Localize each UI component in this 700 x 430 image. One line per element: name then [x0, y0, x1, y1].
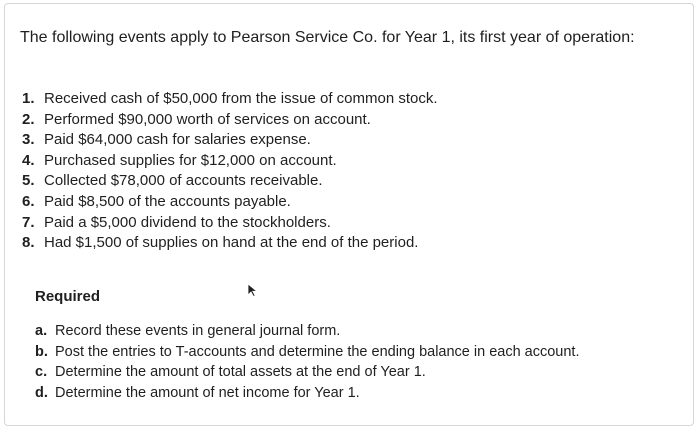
- event-item: [22, 233, 438, 254]
- requirement-text: Post the entries to T-accounts and determine the ending balance in each account.: [55, 343, 580, 360]
- event-number: 4.: [22, 151, 35, 169]
- event-text: Paid a $5,000 dividend to the stockholders.: [44, 213, 331, 231]
- event-number: 2.: [22, 110, 35, 128]
- event-number: 1.: [22, 90, 35, 107]
- requirement-item: [35, 342, 580, 363]
- requirement-text: Determine the amount of net income for Year 1.: [55, 384, 360, 401]
- requirement-letter: c.: [35, 364, 48, 381]
- requirement-letter: b.: [35, 343, 48, 360]
- event-text: Performed $90,000 worth of services on account.: [44, 110, 371, 128]
- required-heading: Required: [35, 288, 101, 305]
- event-text: Collected $78,000 of accounts receivable.: [44, 172, 323, 190]
- requirement-item: [35, 321, 580, 342]
- event-item: [22, 192, 438, 213]
- event-number: 6.: [22, 192, 35, 210]
- events-list: [22, 89, 438, 254]
- event-text: Paid $8,500 of the accounts payable.: [44, 192, 291, 210]
- event-item: [22, 171, 438, 192]
- event-number: 5.: [22, 172, 35, 190]
- requirement-item: [35, 362, 580, 383]
- event-number: 7.: [22, 213, 35, 231]
- problem-intro: The following events apply to Pearson Service Co. for Year 1, its first year of operation:: [20, 29, 635, 46]
- event-item: [22, 130, 438, 151]
- event-text: Had $1,500 of supplies on hand at the end of the period.: [44, 234, 419, 252]
- requirement-item: [35, 383, 580, 404]
- requirement-text: Determine the amount of total assets at the end of Year 1.: [55, 364, 426, 381]
- event-text: Purchased supplies for $12,000 on account.: [44, 151, 337, 169]
- requirement-letter: a.: [35, 323, 48, 339]
- event-number: 3.: [22, 131, 35, 149]
- event-item: [22, 110, 438, 131]
- requirements-list: [35, 321, 580, 403]
- requirement-text: Record these events in general journal form.: [55, 323, 341, 339]
- event-text: Received cash of $50,000 from the issue of common stock.: [44, 90, 438, 107]
- event-number: 8.: [22, 234, 35, 252]
- mouse-pointer-icon: [247, 283, 259, 297]
- event-item: [22, 151, 438, 172]
- event-text: Paid $64,000 cash for salaries expense.: [44, 131, 311, 149]
- event-item: [22, 213, 438, 234]
- requirement-letter: d.: [35, 384, 48, 401]
- event-item: [22, 89, 438, 110]
